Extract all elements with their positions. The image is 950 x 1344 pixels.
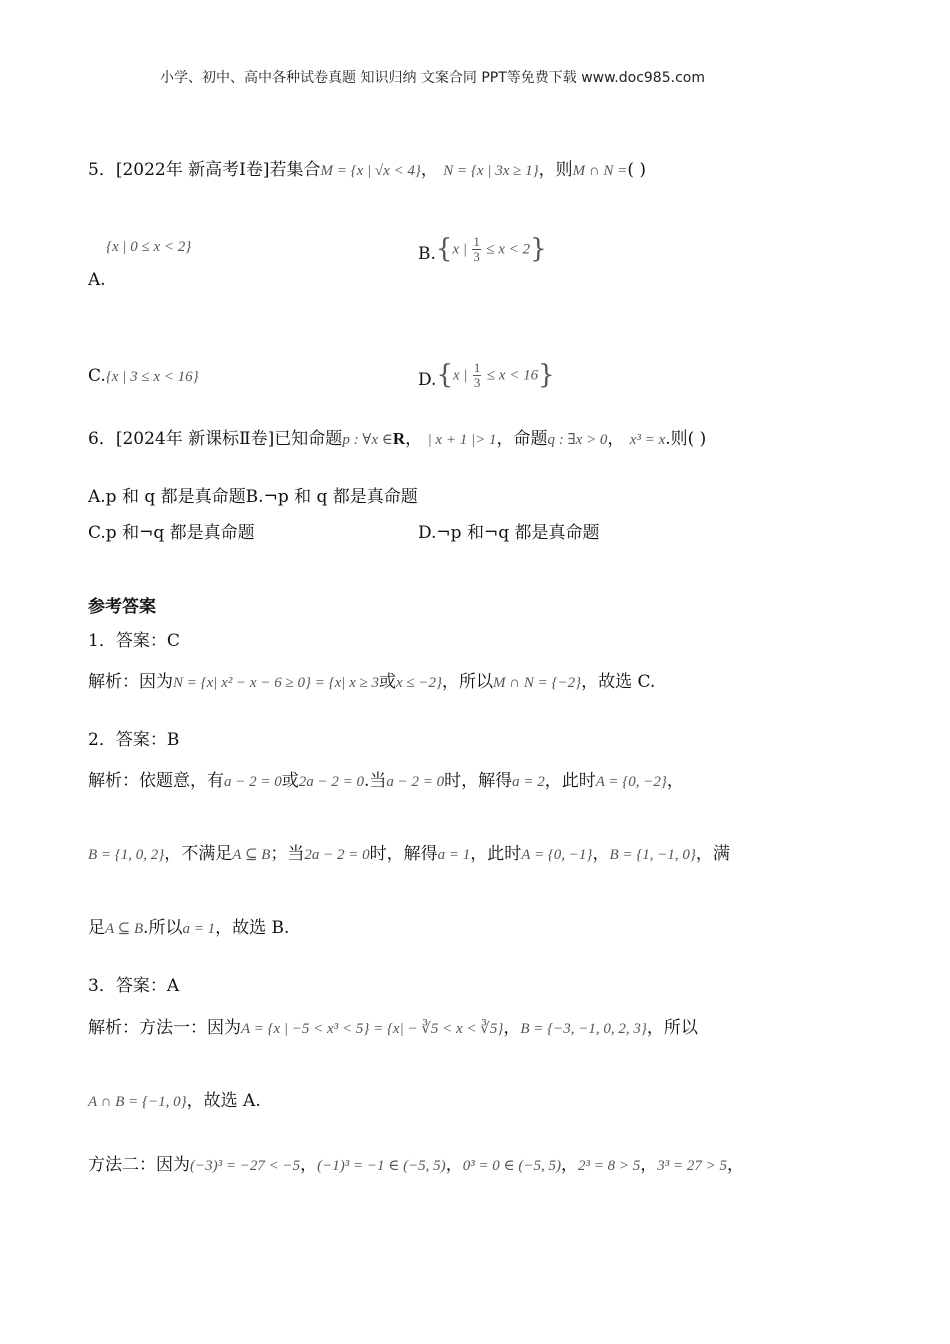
q5-option-c-math: {x | 3 ≤ x < 16} bbox=[105, 369, 199, 385]
a2-l3-t2: .所以 bbox=[143, 918, 183, 938]
a2-l2-t2: ；当 bbox=[270, 844, 305, 864]
a2-l1-m2: 2a − 2 = 0 bbox=[298, 774, 364, 790]
q6-proposition-p: p : ∀x ∈ bbox=[342, 432, 393, 448]
q5-option-b-pre: x | bbox=[452, 241, 467, 258]
a3-l3-t1: ， bbox=[300, 1155, 318, 1175]
q6-sep: ， bbox=[607, 429, 625, 449]
a3-l1-t2: ，所以 bbox=[646, 1018, 698, 1038]
left-brace: { bbox=[436, 359, 453, 390]
q6-abs-inequality: | x + 1 |> 1 bbox=[427, 432, 497, 448]
a3-l1-pre: 解析：方法一：因为 bbox=[88, 1018, 241, 1038]
a3-l3-t3: ， bbox=[561, 1155, 579, 1175]
a2-l1-t2: 时，解得 bbox=[444, 771, 513, 791]
a2-l2-t6: ，满 bbox=[695, 844, 730, 864]
answer-2-line-2 bbox=[88, 844, 730, 865]
q5-set-n: N = {x | 3x ≥ 1} bbox=[443, 163, 539, 179]
a2-l3-m1: A ⊆ B bbox=[105, 921, 144, 937]
a1-math1: N = {x| x² − x − 6 ≥ 0} = {x| x ≥ 3 bbox=[173, 675, 379, 691]
q5-prefix: 5．[2022年 新高考Ⅰ卷]若集合 bbox=[88, 160, 321, 180]
a2-l2-m4: a = 1 bbox=[437, 847, 471, 863]
q5-set-m: M = {x | √x < 4} bbox=[320, 163, 421, 179]
a3-l3-m2: (−1)³ = −1 ∈ (−5, 5) bbox=[317, 1158, 446, 1174]
q5-option-b bbox=[418, 212, 547, 265]
a2-l3-m2: a = 1 bbox=[182, 921, 216, 937]
a1-math2: x ≤ −2} bbox=[396, 675, 443, 691]
a2-l1-m1: a − 2 = 0 bbox=[224, 774, 282, 790]
q5-option-d-post: ≤ x < 16 bbox=[486, 367, 539, 384]
a2-l2-m6: B = {1, −1, 0} bbox=[609, 847, 696, 863]
q6-prefix: 6．[2024年 新课标Ⅱ卷]已知命题 bbox=[88, 429, 343, 449]
q6-option-a: A.p 和 q 都是真命题 bbox=[88, 487, 246, 507]
a3-l1-m1: A = {x | −5 < x³ < 5} = {x| − ∛5 < x < ∛5} bbox=[241, 1021, 504, 1037]
fraction-numerator: 1 bbox=[473, 233, 480, 249]
q5-sep: ， bbox=[420, 160, 438, 180]
q5-option-d-fraction bbox=[473, 361, 482, 389]
a2-l1-m5: A = {0, −2} bbox=[595, 774, 667, 790]
a3-l3-t5: ， bbox=[727, 1155, 745, 1175]
q5-option-c-label: C. bbox=[88, 366, 106, 386]
q5-option-b-fraction bbox=[472, 235, 481, 263]
answer-2-line-1 bbox=[88, 771, 684, 792]
q6-option-ab bbox=[88, 487, 418, 508]
a2-l1-t4: ， bbox=[666, 771, 684, 791]
q5-intersection: M ∩ N = bbox=[572, 163, 628, 179]
q5-option-c bbox=[88, 366, 199, 387]
q5-option-d-label: D. bbox=[418, 370, 437, 390]
answer-3-line-2 bbox=[88, 1091, 261, 1112]
a2-l2-m1: B = {1, 0, 2} bbox=[88, 847, 165, 863]
a3-l3-m1: (−3)³ = −27 < −5 bbox=[190, 1158, 301, 1174]
a2-l2-m2: A ⊆ B bbox=[232, 847, 271, 863]
answer-1-head: 1．答案：C bbox=[88, 631, 180, 651]
q5-mid: ，则 bbox=[538, 160, 573, 180]
a1-pre: 解析：因为 bbox=[88, 672, 173, 692]
q5-option-d-pre: x | bbox=[452, 367, 468, 384]
a3-l2-m1: A ∩ B = {−1, 0} bbox=[88, 1094, 187, 1110]
q6-option-c: C.p 和¬q 都是真命题 bbox=[88, 523, 255, 543]
a2-l3-t1: 足 bbox=[88, 918, 105, 938]
q6-mid: ，命题 bbox=[496, 429, 548, 449]
q6-sep: ， bbox=[405, 429, 423, 449]
answer-1-analysis bbox=[88, 672, 655, 693]
right-brace: } bbox=[530, 233, 547, 264]
answer-3-line-1 bbox=[88, 1018, 698, 1039]
fraction-denominator: 3 bbox=[473, 374, 481, 390]
left-brace: { bbox=[435, 233, 453, 264]
a1-math3: M ∩ N = {−2} bbox=[493, 675, 582, 691]
page-header: 小学、初中、高中各种试卷真题 知识归纳 文案合同 PPT等免费下载 www.doc985.com bbox=[160, 70, 705, 86]
a2-l2-t1: ，不满足 bbox=[164, 844, 233, 864]
a2-l1-t3: ，此时 bbox=[544, 771, 596, 791]
a3-l3-t4: ， bbox=[640, 1155, 658, 1175]
a1-or: 或 bbox=[379, 672, 396, 692]
a3-l3-m3: 0³ = 0 ∈ (−5, 5) bbox=[462, 1158, 562, 1174]
answer-2-line-3 bbox=[88, 918, 289, 939]
q6-option-d: D.¬p 和¬q 都是真命题 bbox=[418, 523, 600, 543]
q6-cube-eq: x³ = x bbox=[629, 432, 666, 448]
a2-l2-t4: ，此时 bbox=[470, 844, 522, 864]
q6-proposition-q: q : ∃x > 0 bbox=[547, 432, 608, 448]
a2-l2-t3: 时，解得 bbox=[369, 844, 438, 864]
q6-real-set: R bbox=[392, 429, 406, 448]
q6-option-b: B.¬p 和 q 都是真命题 bbox=[245, 487, 418, 507]
answers-title: 参考答案 bbox=[88, 597, 156, 617]
a2-l2-t5: ， bbox=[592, 844, 610, 864]
a1-end: ，故选 C. bbox=[581, 672, 656, 692]
a2-l1-or: 或 bbox=[281, 771, 299, 791]
a2-l2-m5: A = {0, −1} bbox=[521, 847, 593, 863]
a2-l1-m3: a − 2 = 0 bbox=[386, 774, 445, 790]
q6-end: .则( ) bbox=[665, 429, 707, 449]
a2-l1-pre: 解析：依题意，有 bbox=[88, 771, 224, 791]
right-brace: } bbox=[538, 359, 555, 390]
a3-l3-m4: 2³ = 8 > 5 bbox=[578, 1158, 641, 1174]
a2-l3-t3: ，故选 B. bbox=[215, 918, 290, 938]
a2-l1-t1: .当 bbox=[364, 771, 387, 791]
answer-3-head: 3．答案：A bbox=[88, 976, 180, 996]
question-5-stem bbox=[88, 160, 646, 181]
q5-option-b-post: ≤ x < 2 bbox=[486, 241, 531, 258]
q5-option-a-label: A. bbox=[88, 270, 106, 290]
answer-2-head: 2．答案：B bbox=[88, 730, 180, 750]
a1-mid: ，所以 bbox=[442, 672, 494, 692]
a2-l1-m4: a = 2 bbox=[512, 774, 545, 790]
a3-l1-t1: ， bbox=[503, 1018, 521, 1038]
answer-3-line-3 bbox=[88, 1155, 744, 1176]
q5-option-d bbox=[418, 338, 555, 391]
fraction-denominator: 3 bbox=[473, 248, 480, 264]
a3-l3-m5: 3³ = 27 > 5 bbox=[657, 1158, 728, 1174]
question-6-stem bbox=[88, 428, 706, 450]
q5-option-b-label: B. bbox=[418, 244, 436, 264]
a3-l2-t1: ，故选 A. bbox=[186, 1091, 261, 1111]
q5-end: ( ) bbox=[627, 160, 646, 180]
a3-l3-pre: 方法二：因为 bbox=[88, 1155, 190, 1175]
q5-option-a-math: {x | 0 ≤ x < 2} bbox=[106, 239, 192, 255]
fraction-numerator: 1 bbox=[473, 359, 481, 375]
a2-l2-m3: 2a − 2 = 0 bbox=[304, 847, 370, 863]
a3-l1-m2: B = {−3, −1, 0, 2, 3} bbox=[520, 1021, 647, 1037]
a3-l3-t2: ， bbox=[445, 1155, 463, 1175]
